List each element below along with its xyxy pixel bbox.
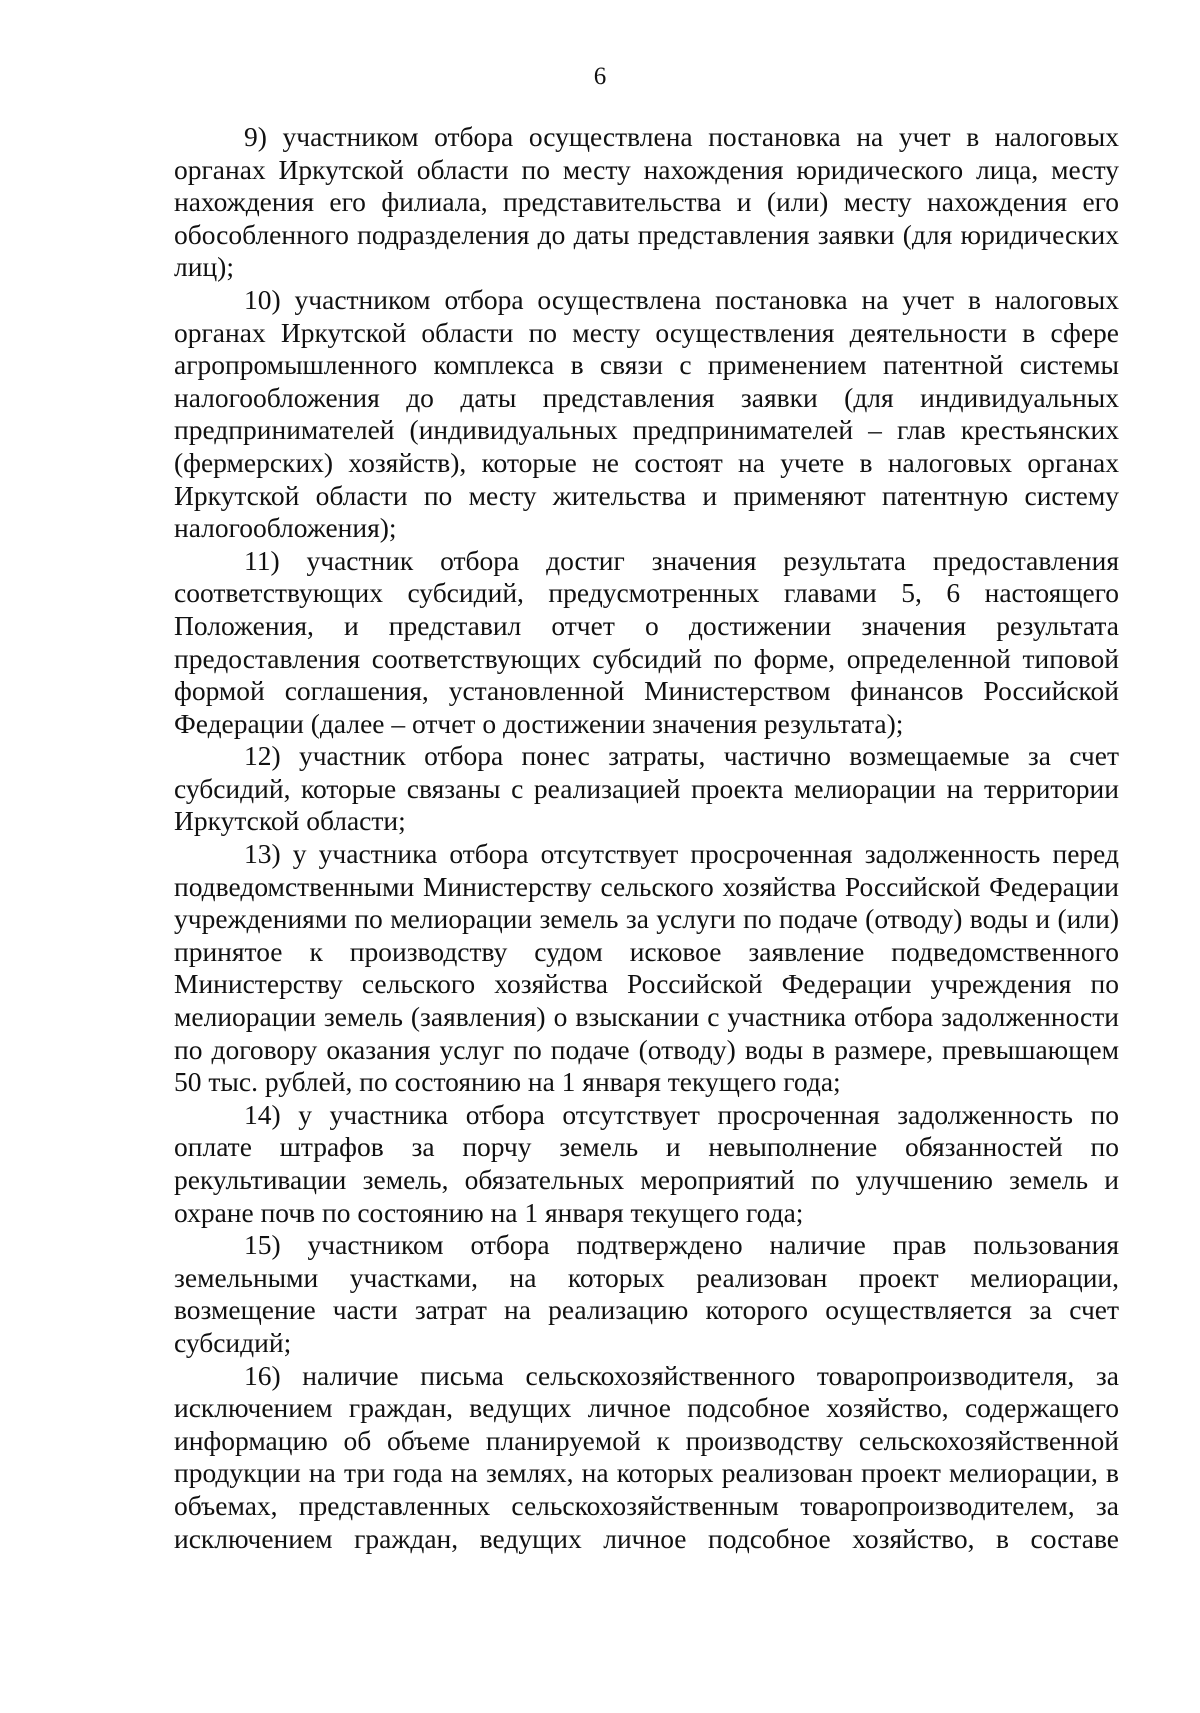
paragraph-item-15: 15) участником отбора подтверждено наличие прав пользования земельными участками, на которых реализован проект мелиорации, возмещение части затрат на реализацию которого осуществляется за счет субсидий; [174,1229,1119,1358]
paragraph-item-9: 9) участником отбора осуществлена постановка на учет в налоговых органах Иркутской области по месту нахождения юридического лица, месту нахождения его филиала, представительства и (или) месту нахождения его обособленного подразделения до даты представления заявки (для юридических лиц); [174,121,1119,283]
paragraph-item-10: 10) участником отбора осуществлена постановка на учет в налоговых органах Иркутской области по месту осуществления деятельности в сфере агропромышленного комплекса в связи с применением патентной системы налогообложения до даты представления заявки (для индивидуальных предпринимателей (индивидуальных предпринимателей – глав крестьянских (фермерских) хозяйств), которые не состоят на учете в налоговых органах Иркутской области по месту жительства и применяют патентную систему налогообложения); [174,283,1119,544]
paragraph-item-12: 12) участник отбора понес затраты, частично возмещаемые за счет субсидий, которые связаны с реализацией проекта мелиорации на территории Иркутской области; [174,740,1119,837]
paragraph-item-11: 11) участник отбора достиг значения результата предоставления соответствующих субсидий, предусмотренных главами 5, 6 настоящего Положения, и представил отчет о достижении значения результата предоставления соответствующих субсидий по форме, определенной типовой формой соглашения, установленной Министерством финансов Российской Федерации (далее – отчет о достижении значения результата); [174,544,1119,739]
paragraph-item-13: 13) у участника отбора отсутствует просроченная задолженность перед подведомственными Министерству сельского хозяйства Российской Федерации учреждениями по мелиорации земель за услуги по подаче (отводу) воды и (или) принятое к производству судом исковое заявление подведомственного Министерству сельского хозяйства Российской Федерации учреждения по мелиорации земель (заявления) о взыскании с участника отбора задолженности по договору оказания услуг по подаче (отводу) воды в размере, превышающем 50 тыс. рублей, по состоянию на 1 января текущего года; [174,838,1119,1098]
document-body [174,121,1119,1555]
paragraph-item-16: 16) наличие письма сельскохозяйственного товаропроизводителя, за исключением граждан, ведущих личное подсобное хозяйство, содержащего информацию об объеме планируемой к производству сельскохозяйственной продукции на три года на землях, на которых реализован проект мелиорации, в объемах, представленных сельскохозяйственным товаропроизводителем, за исключением граждан, ведущих личное подсобное хозяйство, в составе [174,1359,1119,1554]
page-number: 6 [593,63,607,90]
paragraph-item-14: 14) у участника отбора отсутствует просроченная задолженность по оплате штрафов за порчу земель и невыполнение обязанностей по рекультивации земель, обязательных мероприятий по улучшению земель и охране почв по состоянию на 1 января текущего года; [174,1098,1119,1228]
